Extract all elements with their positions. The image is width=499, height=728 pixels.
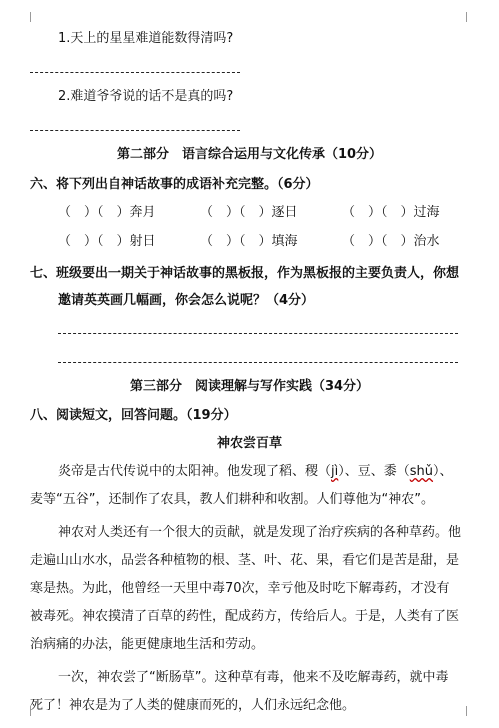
question-2: 2.难道爷爷说的话不是真的吗? xyxy=(58,89,234,104)
idiom-fill-3: （ ）（ ）过海 xyxy=(342,205,440,220)
paragraph-2-line-1: 神农对人类还有一个很大的贡献，就是发现了治疗疾病的各种草药。他 xyxy=(58,525,462,540)
paragraph-3-line-1: 一次，神农尝了“断肠草”。这种草有毒，他来不及吃解毒药，就中毒 xyxy=(58,670,449,685)
idiom-row-2 xyxy=(58,234,484,250)
corner-mark-bottom-right xyxy=(466,706,477,716)
paragraph-1-text-a: 炎帝是古代传说中的太阳神。他发现了稻、稷（ xyxy=(58,464,332,479)
pinyin-shu: shǔ xyxy=(409,464,434,479)
corner-mark-top-right xyxy=(466,12,477,22)
question-7-line-2: 邀请英英画几幅画，你会怎么说呢？（4分） xyxy=(58,293,315,308)
paragraph-2-line-4: 被毒死。神农摸清了百草的药性，配成药方，传给后人。于是，人类有了医 xyxy=(30,609,460,624)
paragraph-2-line-3: 寒是热。为此，他曾经一天里中毒70次，幸亏他及时吃下解毒药，才没有 xyxy=(30,581,450,596)
pinyin-ji: jì xyxy=(331,464,339,479)
paragraph-3-line-2: 死了！神农是为了人类的健康而死的，人们永远纪念他。 xyxy=(30,698,356,713)
paragraph-1-text-b: ）、豆、黍（ xyxy=(338,464,410,479)
question-6-title: 六、将下列出自神话故事的成语补充完整。（6分） xyxy=(30,177,319,192)
paragraph-1-line-1 xyxy=(58,464,453,480)
answer-line-2 xyxy=(30,130,240,131)
answer-line-1 xyxy=(30,72,240,73)
paragraph-1-text-c: ）、 xyxy=(433,464,453,479)
answer-line-3 xyxy=(58,333,458,334)
answer-line-4 xyxy=(58,362,458,363)
question-8-title: 八、阅读短文，回答问题。（19分） xyxy=(30,408,237,423)
idiom-fill-5: （ ）（ ）填海 xyxy=(200,234,298,249)
idiom-fill-6: （ ）（ ）治水 xyxy=(342,234,440,249)
question-7-line-1: 七、班级要出一期关于神话故事的黑板报，作为黑板报的主要负责人，你想 xyxy=(30,266,460,281)
paragraph-2-line-2: 走遍山山水水，品尝各种植物的根、茎、叶、花、果，看它们是苦是甜，是 xyxy=(30,553,460,568)
idiom-row-1 xyxy=(58,205,484,221)
corner-mark-top-left xyxy=(20,12,31,22)
story-title: 神农尝百草 xyxy=(216,436,282,451)
paragraph-2-line-5: 治病痛的办法，能更健康地生活和劳动。 xyxy=(30,637,265,652)
section-2-title: 第二部分 语言综合运用与文化传承（10分） xyxy=(116,147,383,162)
idiom-fill-2: （ ）（ ）逐日 xyxy=(200,205,298,220)
idiom-fill-1: （ ）（ ）奔月 xyxy=(58,205,156,220)
question-1: 1.天上的星星难道能数得清吗? xyxy=(58,31,234,46)
paragraph-1-line-2: 麦等“五谷”，还制作了农具，教人们耕种和收割。人们尊他为“神农”。 xyxy=(30,492,434,507)
idiom-fill-4: （ ）（ ）射日 xyxy=(58,234,156,249)
section-3-title: 第三部分 阅读理解与写作实践（34分） xyxy=(129,379,370,394)
